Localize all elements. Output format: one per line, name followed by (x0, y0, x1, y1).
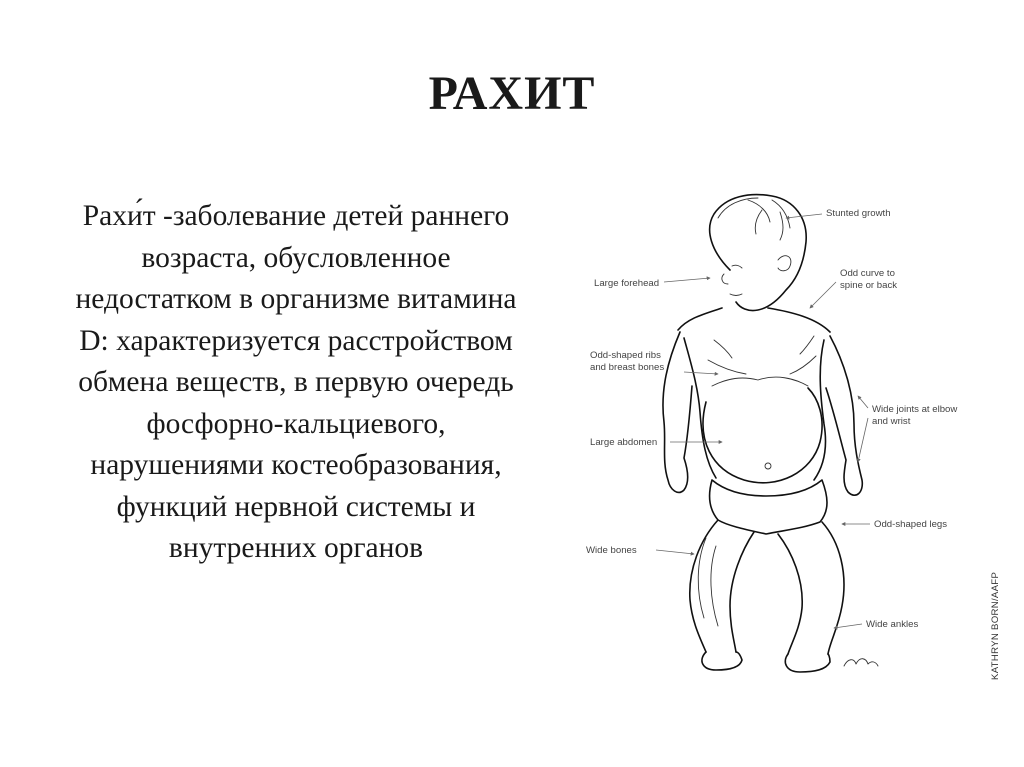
label-odd-curve-line2: spine or back (840, 280, 898, 291)
rickets-child-illustration (572, 190, 1002, 690)
left-foot (702, 652, 742, 670)
right-leg (778, 522, 844, 654)
label-odd-ribs-line1: Odd-shaped ribs (590, 350, 661, 361)
definition-line: возраста, обусловленное (141, 241, 451, 274)
diaper (710, 480, 827, 534)
abdomen (703, 388, 822, 483)
hair (718, 198, 790, 240)
illustration-credit: KATHRYN BORN/AAFP (990, 571, 1001, 680)
label-wide-bones: Wide bones (586, 545, 637, 556)
navel (765, 463, 771, 469)
definition-line: D: характеризуется расстройством (79, 324, 513, 357)
mouth (730, 294, 742, 296)
nose (722, 274, 728, 284)
label-odd-ribs-line2: and breast bones (590, 362, 665, 373)
signature (844, 659, 878, 666)
left-arm (663, 332, 692, 492)
definition-text (28, 196, 564, 570)
label-large-forehead: Large forehead (594, 278, 660, 289)
definition-line: нарушениями костеобразования, (90, 449, 502, 481)
rib-flare (712, 377, 808, 386)
definition-line: обмена веществ, в первую очередь (78, 366, 514, 398)
label-wide-joints-line2: and wrist (872, 416, 911, 427)
label-wide-joints-line1: Wide joints at elbow (872, 404, 958, 415)
illustration-svg (572, 190, 1002, 690)
label-odd-shaped-legs: Odd-shaped legs (874, 519, 948, 530)
definition-line: функций нервной системы и (116, 490, 476, 523)
definition-line: фосфорно-кальциевого, (146, 407, 446, 440)
ear (778, 256, 791, 271)
definition-line: Рахи́т -заболевание детей раннего (82, 200, 510, 232)
shoulders (678, 308, 830, 332)
label-stunted-growth: Stunted growth (826, 208, 891, 219)
left-leg-bones (698, 538, 718, 626)
label-large-abdomen: Large abdomen (590, 437, 658, 448)
head-outline (710, 195, 807, 311)
slide-title: РАХИТ (428, 67, 596, 120)
right-arm (826, 336, 862, 495)
eye (732, 265, 742, 268)
label-wide-ankles: Wide ankles (866, 619, 919, 630)
rib-lines (708, 336, 816, 374)
left-leg (690, 520, 754, 652)
torso-left (684, 338, 716, 478)
label-odd-curve-line1: Odd curve to (840, 268, 895, 279)
definition-line: внутренних органов (168, 532, 424, 564)
leader-lines (656, 214, 870, 628)
definition-line: недостатком в организме витамина (75, 283, 517, 315)
child-figure (663, 195, 878, 672)
right-foot (785, 654, 830, 672)
